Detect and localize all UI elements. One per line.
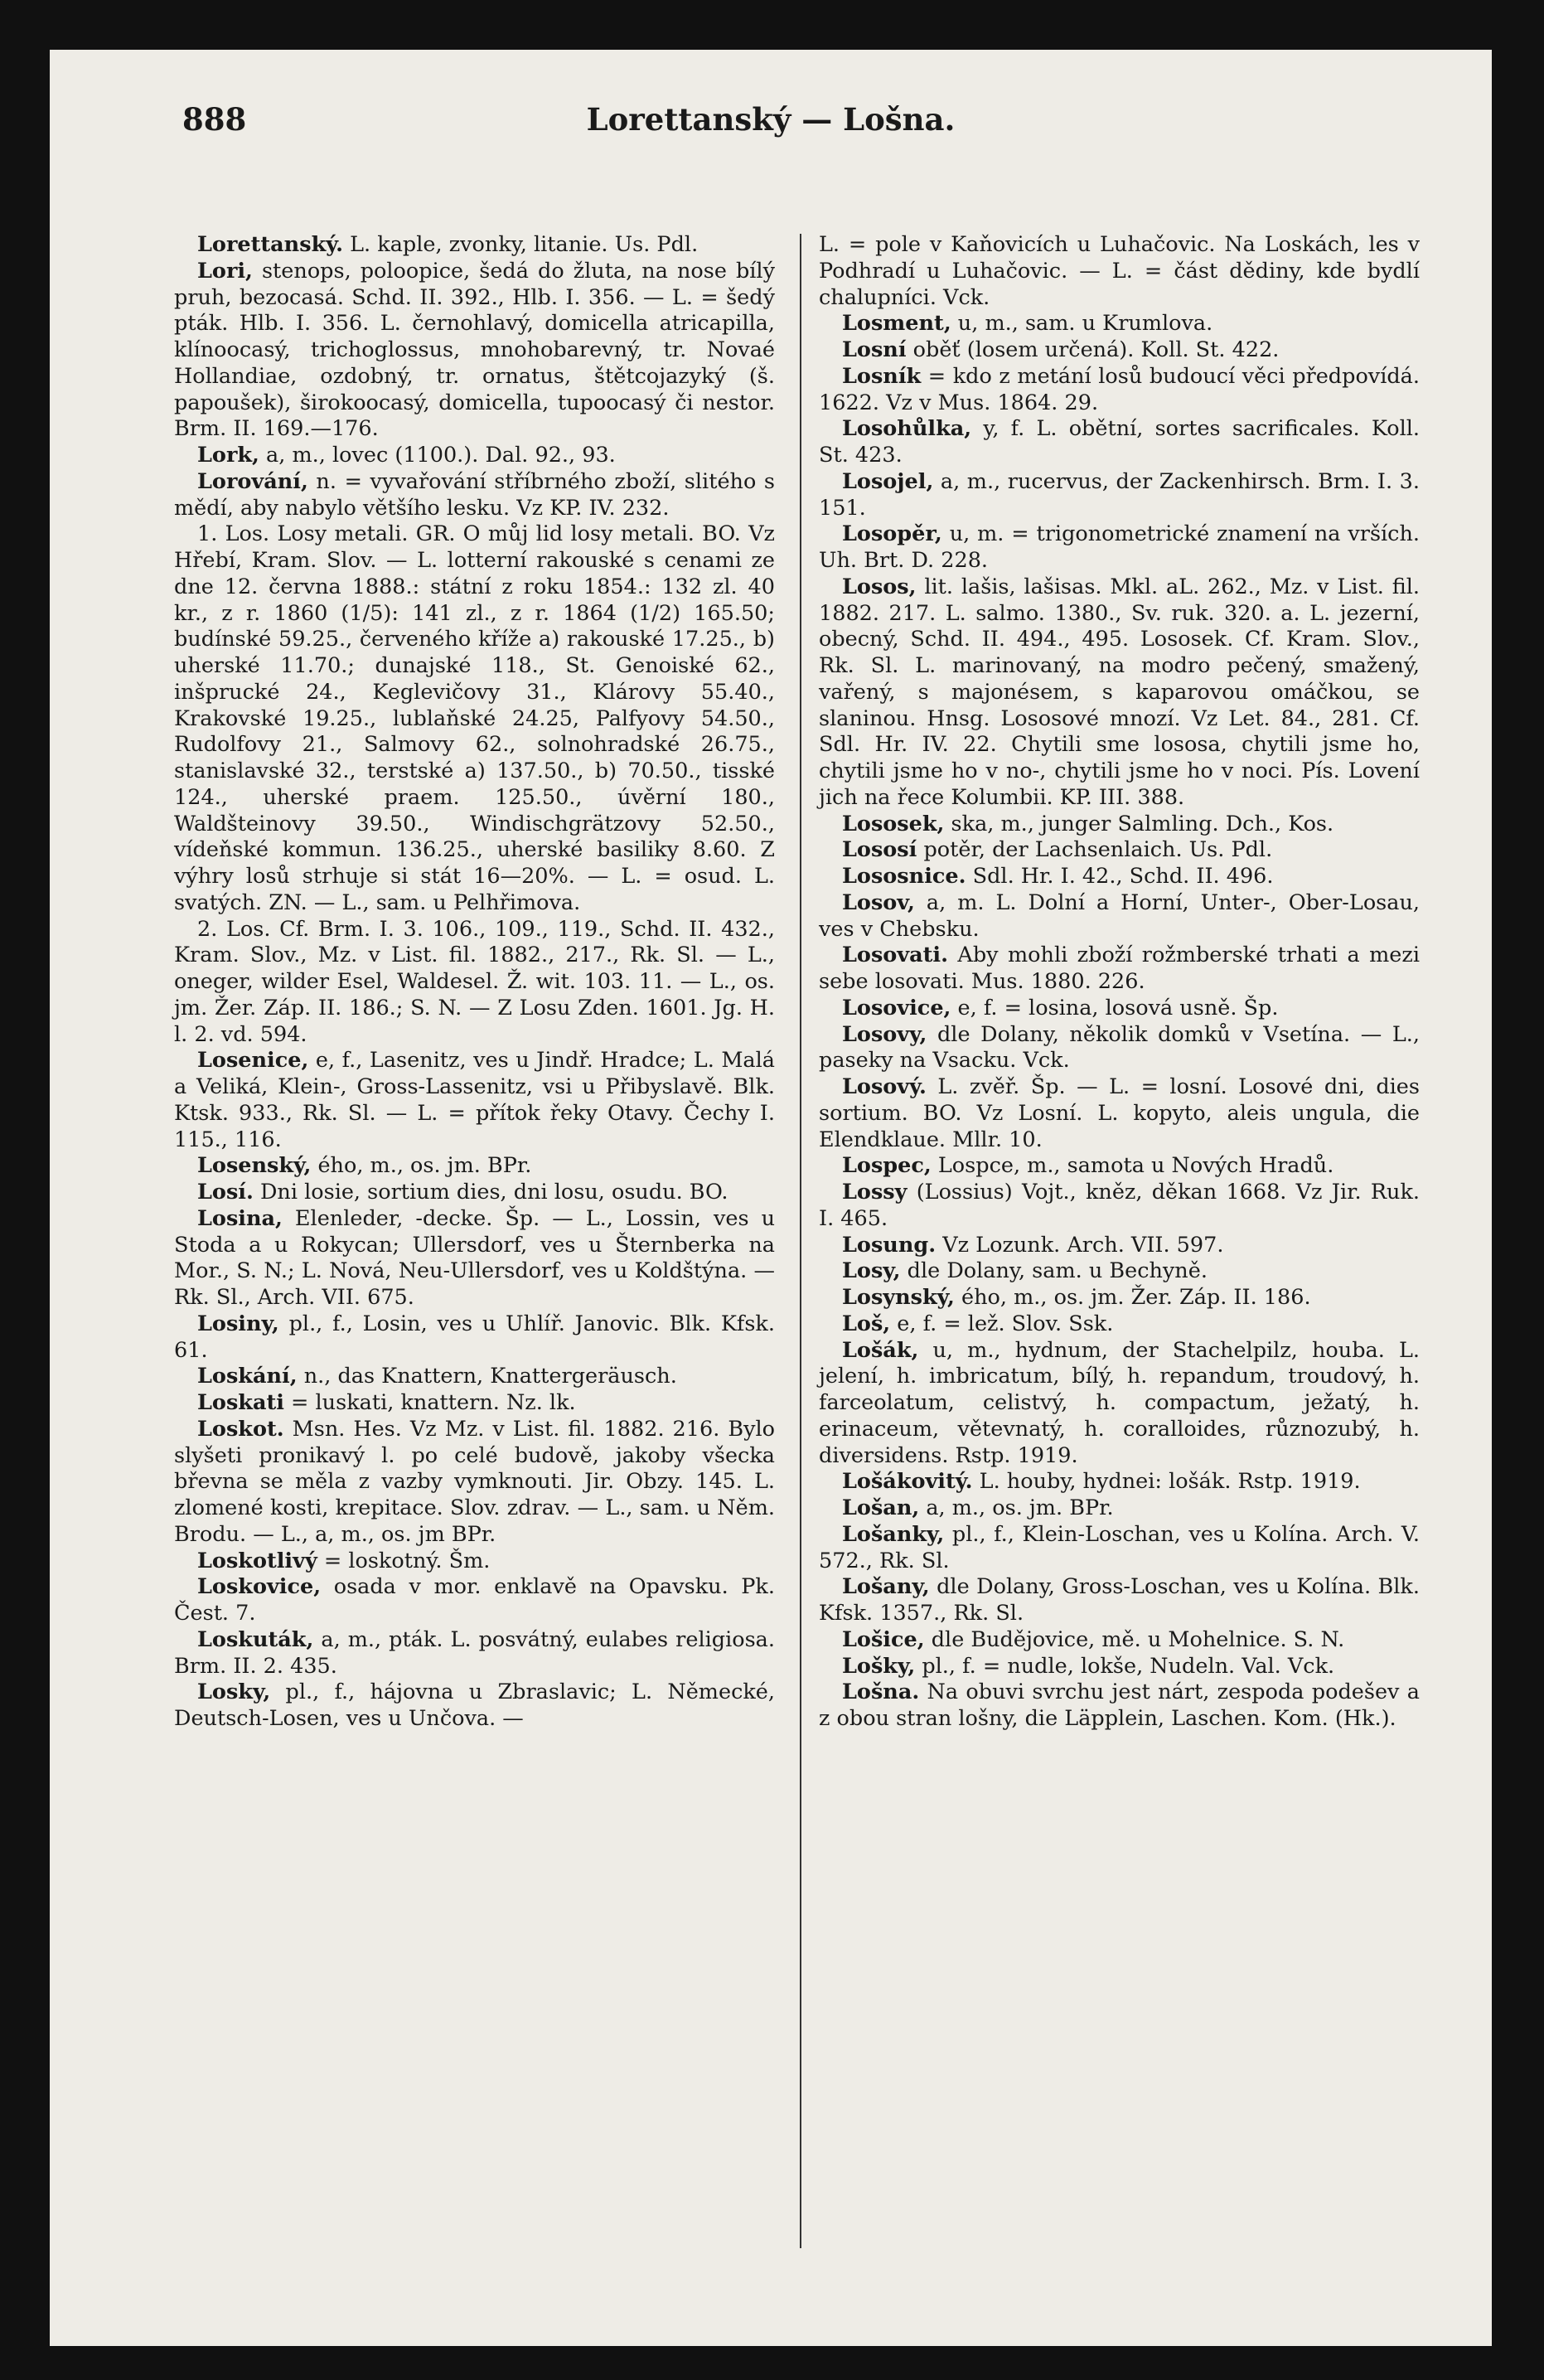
entry-headword: Loš, <box>842 1311 891 1336</box>
entry-headword: Losojel, <box>842 468 934 494</box>
entry-text: Vz Lozunk. Arch. VII. 597. <box>936 1232 1224 1258</box>
entry-text: pl., f. = nudle, lokše, Nudeln. Val. Vck. <box>915 1653 1335 1679</box>
dictionary-entry <box>819 1074 1420 1153</box>
entry-text: lit. lašis, lašisas. Mkl. aL. 262., Mz. v List. fil. 1882. 217. L. salmo. 1380., Sv. ruk. 320. a. L. jezerní, obecný, Schd. II. 494., 495. Lososek. Cf. Kram. Slov., Rk. Sl. L. marinovaný, na modro pečený, smažený, vařený, s majonésem, s kaparovou omáčkou, se slaninou. Hnsg. Lososové mnozí. Vz Let. 84., 281. Cf. Sdl. Hr. IV. 22. Chytili sme lososa, chytili jsme ho, chytili jsme ho v no-, chytili jsme ho v noci. Pís. Lovení jich na řece Kolumbii. KP. III. 388. <box>819 574 1420 810</box>
dictionary-entry <box>174 1153 775 1180</box>
entry-headword: Lososí <box>842 837 917 863</box>
dictionary-entry <box>819 1627 1420 1654</box>
entry-text: a, m., rucervus, der Zackenhirsch. Brm. I. 3. 151. <box>819 468 1420 521</box>
entry-headword: Lošna. <box>842 1680 920 1705</box>
entry-headword: Losovy, <box>842 1021 927 1047</box>
dictionary-entry <box>819 311 1420 337</box>
entry-text: e, f. = losina, losová usně. Šp. <box>951 995 1279 1020</box>
entry-text: L. houby, hydnei: lošák. Rstp. 1919. <box>972 1469 1361 1495</box>
dictionary-entry <box>174 259 775 443</box>
entry-headword: Losohůlka, <box>842 416 972 442</box>
entry-text: = kdo z metání losů budoucí věci předpovídá. 1622. Vz v Mus. 1864. 29. <box>819 363 1420 415</box>
dictionary-entry <box>174 1680 775 1733</box>
dictionary-entry <box>819 1654 1420 1680</box>
entry-headword: Losovice, <box>842 995 951 1020</box>
dictionary-entry <box>819 1180 1420 1233</box>
dictionary-entry <box>819 337 1420 364</box>
dictionary-entry <box>819 812 1420 838</box>
dictionary-page <box>50 50 1492 2346</box>
entry-text: ska, m., junger Salmling. Dch., Kos. <box>944 811 1334 836</box>
entry-headword: Losní <box>842 337 907 362</box>
entry-headword: Lošákovitý. <box>842 1469 973 1495</box>
entry-headword: Losenice, <box>197 1048 309 1074</box>
dictionary-entry <box>174 1206 775 1311</box>
entry-headword: Lošky, <box>842 1653 916 1679</box>
dictionary-entry <box>819 574 1420 812</box>
entry-text: Msn. Hes. Vz Mz. v List. fil. 1882. 216. Bylo slyšeti pronikavý l. po celé budově, jakoby všecka břevna se měla z vazby vymknouti. Jir. Obzy. 145. L. zlomené kosti, krepitace. Slov. zdrav. — L., sam. u Něm. Brodu. — L., a, m., os. jm BPr. <box>174 1416 775 1547</box>
dictionary-entry <box>819 1311 1420 1338</box>
entry-headword: Loskotlivý <box>197 1548 317 1573</box>
entry-text: Dni losie, sortium dies, dni losu, osudu. BO. <box>253 1180 728 1205</box>
entry-headword: Loskati <box>197 1390 284 1415</box>
entry-text: a, m., lovec (1100.). Dal. 92., 93. <box>259 443 616 468</box>
dictionary-entry <box>819 1285 1420 1311</box>
entry-headword: Losina, <box>197 1205 283 1231</box>
dictionary-entry <box>819 469 1420 522</box>
entry-headword: Losiny, <box>197 1311 279 1336</box>
entry-text: pl., f., Losin, ves u Uhlíř. Janovic. Blk. Kfsk. 61. <box>174 1311 775 1363</box>
entry-text: u, m., hydnum, der Stachelpilz, houba. L. jelení, h. imbricatum, bílý, h. repandum, troudový, h. farceolatum, celistvý, h. compactum, ježatý, h. erinaceum, větevnatý, h. coralloides, různozubý, h. diversidens. Rstp. 1919. <box>819 1337 1420 1468</box>
entry-headword: Loskot. <box>197 1416 284 1442</box>
entry-text: u, m., sam. u Krumlova. <box>951 311 1213 337</box>
running-head: Lorettanský — Lošna. <box>586 101 956 138</box>
entry-text: e, f. = lež. Slov. Ssk. <box>890 1311 1114 1336</box>
entry-headword: Loskovice, <box>197 1574 322 1600</box>
entry-headword: Lošák, <box>842 1337 919 1363</box>
dictionary-entry <box>819 521 1420 574</box>
entry-headword: Losy, <box>842 1258 901 1284</box>
entry-headword: Lorettanský. <box>197 232 344 257</box>
right-column <box>819 232 1420 1733</box>
entry-text: y, f. L. obětní, sortes sacrificales. Koll. St. 423. <box>819 416 1420 468</box>
entry-headword: Losovati. <box>842 943 948 968</box>
dictionary-entry <box>819 837 1420 864</box>
entry-text: (Lossius) Vojt., kněz, děkan 1668. Vz Jir. Ruk. I. 465. <box>819 1180 1420 1231</box>
entry-headword: Losment, <box>842 311 951 337</box>
entry-text: = loskotný. Šm. <box>317 1548 491 1573</box>
entry-text: a, m. L. Dolní a Horní, Unter-, Ober-Losau, ves v Chebsku. <box>819 889 1420 942</box>
entry-headword: Lori, <box>197 258 253 284</box>
dictionary-entry <box>174 1417 775 1549</box>
entry-text: 1. Los. Losy metali. GR. O můj lid losy metali. BO. Vz Hřebí, Kram. Slov. — L. lotterní rakouské s cenami ze dne 12. června 1888.: státní z roku 1854.: 132 zl. 40 kr., z r. 1860 (1/5): 141 zl., z r. 1864 (1/2) 165.50; budínské 59.25., červeného kříže a) rakouské 17.25., b) uherské 11.70.; dunajské 118., St. Genoiské 62., inšprucké 24., Keglevičovy 31., Klárovy 55.40., Krakovské 19.25., lublaňské 24.25, Palfyovy 54.50., Rudolfovy 21., Salmovy 62., solnohradské 26.75., stanislavské 32., terstské a) 137.50., b) 70.50., tisské 124., uherské praem. 125.50., úvěrní 180., Waldšteinovy 39.50., Windischgrätzovy 52.50., vídeňské kommun. 136.25., uherské basiliky 8.60. Z výhry losů strhuje si stát 16—20%. — L. = osud. L. svatých. ZN. — L., sam. u Pelhřimova. <box>174 521 775 915</box>
entry-headword: Lošan, <box>842 1495 920 1520</box>
entry-text: dle Dolany, Gross-Loschan, ves u Kolína. Blk. Kfsk. 1357., Rk. Sl. <box>819 1574 1420 1626</box>
dictionary-entry <box>819 1469 1420 1495</box>
dictionary-entry <box>819 1338 1420 1470</box>
entry-headword: Losový. <box>842 1074 927 1099</box>
dictionary-entry <box>819 1574 1420 1627</box>
dictionary-entry <box>819 1680 1420 1733</box>
dictionary-entry <box>819 1258 1420 1285</box>
page-header <box>50 101 1492 151</box>
dictionary-entry <box>819 1495 1420 1522</box>
column-divider <box>800 234 801 2248</box>
dictionary-entry <box>819 864 1420 890</box>
entry-headword: Lošice, <box>842 1626 925 1652</box>
entry-headword: Lossy <box>842 1180 908 1205</box>
dictionary-entry <box>174 1311 775 1365</box>
dictionary-entry <box>174 1549 775 1575</box>
dictionary-entry <box>174 1048 775 1153</box>
entry-headword: Lošanky, <box>842 1521 945 1547</box>
dictionary-entry <box>819 996 1420 1022</box>
dictionary-entry <box>819 890 1420 943</box>
entry-headword: Lorování, <box>197 468 308 494</box>
entry-text: pl., f., Klein-Loschan, ves u Kolína. Arch. V. 572., Rk. Sl. <box>819 1521 1420 1573</box>
entry-headword: Lošany, <box>842 1574 930 1600</box>
dictionary-entry <box>174 1364 775 1390</box>
dictionary-entry <box>819 416 1420 469</box>
dictionary-entry <box>174 1574 775 1627</box>
entry-headword: Losos, <box>842 574 917 599</box>
page-number: 888 <box>182 101 247 138</box>
entry-headword: Losky, <box>197 1680 271 1705</box>
entry-text: pl., f., hájovna u Zbraslavic; L. Německé, Deutsch-Losen, ves u Unčova. — <box>174 1680 775 1731</box>
entry-text: stenops, poloopice, šedá do žluta, na nose bílý pruh, bezocasá. Schd. II. 392., Hlb. I. 356. — L. = šedý pták. Hlb. I. 356. L. černohlavý, domicella atricapilla, klínoocasý, trichoglossus, mnohobarevný, tr. Novaé Hollandiae, ozdobný, tr. ornatus, štětcojazyký (š. papoušek), širokoocasý, domicella, tupoocasý či nestor. Brm. II. 169.—176. <box>174 258 775 442</box>
entry-text: L. kaple, zvonky, litanie. Us. Pdl. <box>343 232 699 257</box>
entry-text: dle Dolany, sam. u Bechyně. <box>900 1258 1208 1284</box>
entry-text: n. = vyvařování stříbrného zboží, slitého s mědí, aby nabylo většího lesku. Vz KP. IV. 232. <box>174 468 775 521</box>
entry-headword: Lososek, <box>842 811 945 836</box>
dictionary-entry <box>819 943 1420 996</box>
left-column <box>174 232 775 1733</box>
dictionary-entry <box>819 364 1420 417</box>
dictionary-entry <box>174 1627 775 1680</box>
entry-headword: Losov, <box>842 889 915 915</box>
entry-text: L. = pole v Kaňovicích u Luhačovic. Na Loskách, les v Podhradí u Luhačovic. — L. = část dědiny, kde bydlí chalupníci. Vck. <box>819 232 1420 310</box>
entry-text: a, m., pták. L. posvátný, eulabes religiosa. Brm. II. 2. 435. <box>174 1626 775 1679</box>
entry-text: Lospce, m., samota u Nových Hradů. <box>931 1153 1334 1179</box>
entry-text: e, f., Lasenitz, ves u Jindř. Hradce; L. Malá a Veliká, Klein-, Gross-Lassenitz, vsi u Přibyslavě. Blk. Ktsk. 933., Rk. Sl. — L. = přítok řeky Otavy. Čechy I. 115., 116. <box>174 1048 775 1152</box>
dictionary-entry <box>819 232 1420 311</box>
entry-headword: Losopěr, <box>842 521 942 547</box>
entry-headword: Losung. <box>842 1232 937 1258</box>
entry-text: = luskati, knattern. Nz. lk. <box>283 1390 576 1415</box>
entry-headword: Lork, <box>197 443 259 468</box>
entry-headword: Losenský, <box>197 1153 312 1179</box>
dictionary-entry <box>819 1022 1420 1075</box>
dictionary-entry <box>174 469 775 522</box>
entry-headword: Losynský, <box>842 1285 955 1310</box>
entry-headword: Loskuták, <box>197 1626 314 1652</box>
entry-text: Elenleder, -decke. Šp. — L., Lossin, ves u Stoda a u Rokycan; Ullersdorf, ves u Šternberka na Mor., S. N.; L. Nová, Neu-Ullersdorf, ves u Koldštýna. — Rk. Sl., Arch. VII. 675. <box>174 1205 775 1310</box>
entry-text: ého, m., os. jm. Žer. Záp. II. 186. <box>954 1285 1311 1310</box>
entry-text: Aby mohli zboží rožmberské trhati a mezi sebe losovati. Mus. 1880. 226. <box>819 943 1420 994</box>
dictionary-entry <box>819 1522 1420 1575</box>
dictionary-entry <box>819 1233 1420 1259</box>
dictionary-entry <box>819 1153 1420 1180</box>
entry-text: potěr, der Lachsenlaich. Us. Pdl. <box>917 837 1273 863</box>
dictionary-entry <box>174 1180 775 1206</box>
entry-text: dle Dolany, několik domků v Vsetína. — L., paseky na Vsacku. Vck. <box>819 1021 1420 1074</box>
entry-headword: Losník <box>842 363 922 389</box>
entry-text: Sdl. Hr. I. 42., Schd. II. 496. <box>966 864 1274 889</box>
entry-headword: Loskání, <box>197 1364 298 1389</box>
entry-text: oběť (losem určená). Koll. St. 422. <box>906 337 1280 362</box>
entry-text: u, m. = trigonometrické znamení na vrších. Uh. Brt. D. 228. <box>819 521 1420 573</box>
entry-text: Na obuvi svrchu jest nárt, zespoda podešev a z obou stran lošny, die Läpplein, Laschen. Kom. (Hk.). <box>819 1680 1420 1731</box>
entry-headword: Lososnice. <box>842 864 966 889</box>
entry-text: L. zvěř. Šp. — L. = losní. Losové dni, dies sortium. BO. Vz Losní. L. kopyto, aleis ungula, die Elendklaue. Mllr. 10. <box>819 1074 1420 1152</box>
dictionary-entry <box>174 443 775 469</box>
dictionary-entry <box>174 917 775 1049</box>
entry-text: a, m., os. jm. BPr. <box>919 1495 1114 1520</box>
entry-text: dle Budějovice, mě. u Mohelnice. S. N. <box>924 1626 1345 1652</box>
entry-text: 2. Los. Cf. Brm. I. 3. 106., 109., 119., Schd. II. 432., Kram. Slov., Mz. v List. fil. 1882., 217., Rk. Sl. — L., oneger, wilder Esel, Waldesel. Ž. wit. 103. 11. — L., os. jm. Žer. Záp. II. 186.; S. N. — Z Losu Zden. 1601. Jg. H. l. 2. vd. 594. <box>174 916 775 1047</box>
dictionary-entry <box>174 1390 775 1417</box>
entry-headword: Lospec, <box>842 1153 932 1179</box>
dictionary-entry <box>174 232 775 259</box>
entry-text: n., das Knattern, Knattergeräusch. <box>297 1364 677 1389</box>
dictionary-entry <box>174 521 775 916</box>
entry-text: osada v mor. enklavě na Opavsku. Pk. Čest. 7. <box>174 1574 775 1626</box>
entry-headword: Losí. <box>197 1180 254 1205</box>
entry-text: ého, m., os. jm. BPr. <box>311 1153 532 1179</box>
